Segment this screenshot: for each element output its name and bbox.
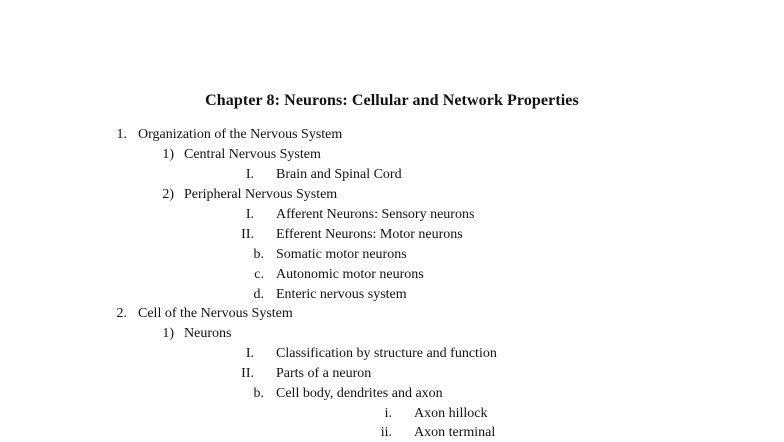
outline-marker: d. (253, 287, 264, 302)
outline-marker: II. (241, 227, 254, 242)
outline-text: Cell of the Nervous System (138, 306, 293, 321)
outline-marker: 1) (162, 326, 174, 341)
outline-text: Brain and Spinal Cord (276, 167, 402, 182)
outline-text: Organization of the Nervous System (138, 127, 343, 142)
outline-marker: I. (245, 346, 254, 361)
outline-marker: 1) (162, 147, 174, 162)
page-title: Chapter 8: Neurons: Cellular and Network Properties (205, 92, 579, 109)
outline-marker: I. (245, 207, 254, 222)
outline-text: Neurons (184, 326, 232, 341)
outline-text: Axon hillock (414, 406, 488, 421)
outline-text: Enteric nervous system (276, 287, 407, 302)
outline-marker: 1. (116, 127, 127, 142)
outline-marker: b. (253, 386, 264, 401)
outline-marker: c. (254, 267, 264, 282)
outline-marker: II. (241, 366, 254, 381)
outline-text: Efferent Neurons: Motor neurons (276, 227, 463, 242)
outline-text: Autonomic motor neurons (276, 267, 424, 282)
outline-text: Classification by structure and function (276, 346, 497, 361)
outline-text: Afferent Neurons: Sensory neurons (276, 207, 475, 222)
outline-marker: I. (245, 167, 254, 182)
outline-text: Central Nervous System (184, 147, 321, 162)
outline-text: Axon terminal (414, 425, 496, 440)
outline-marker: ii. (380, 425, 392, 440)
outline-marker: i. (384, 406, 392, 421)
outline-text: Somatic motor neurons (276, 247, 407, 262)
outline-marker: b. (253, 247, 264, 262)
outline-text: Peripheral Nervous System (184, 187, 338, 202)
outline-marker: 2. (116, 306, 127, 321)
outline-text: Parts of a neuron (276, 366, 372, 381)
outline-text: Cell body, dendrites and axon (276, 386, 443, 401)
outline-marker: 2) (162, 187, 174, 202)
